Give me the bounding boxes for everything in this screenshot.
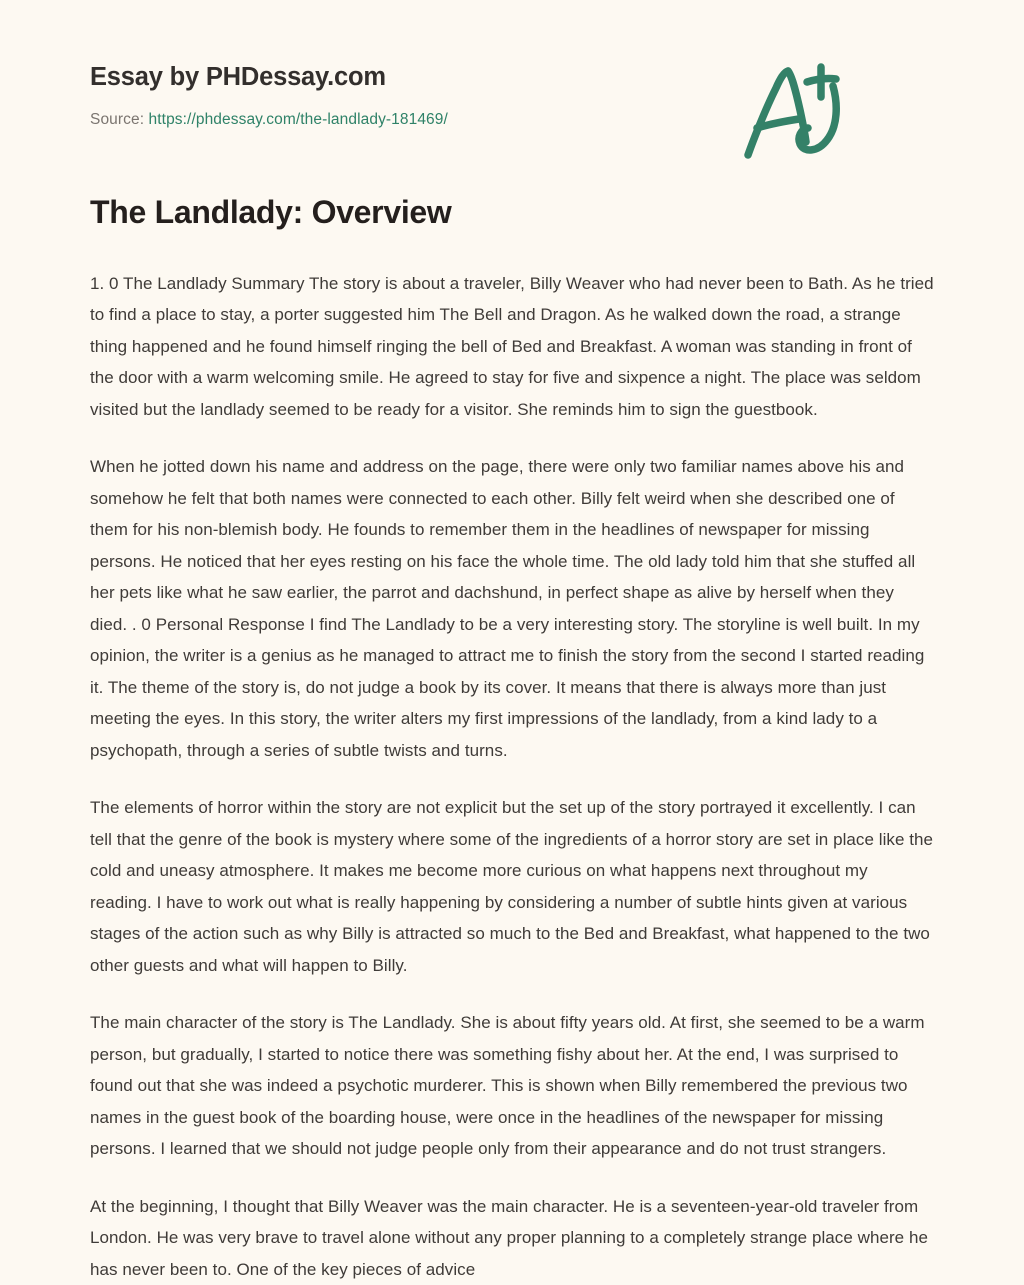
article-paragraph: 1. 0 The Landlady Summary The story is about a traveler, Billy Weaver who had never been to Bath. As he tried to find a place to stay, a porter suggested him The Bell and Dragon. As he walked down the road, a strange thing happened and he found himself ringing the bell of Bed and Breakfast. A woman was standing in front of the door with a warm welcoming smile. He agreed to stay for five and sixpence a night. The place was seldom visited but the landlady seemed to be ready for a visitor. She reminds him to sign the guestbook. (90, 273, 934, 419)
article-paragraph: At the beginning, I thought that Billy Weaver was the main character. He is a seventeen-year-old traveler from London. He was very brave to travel alone without any proper planning to a completely strange place where he has never been to. One of the key pieces of advice (90, 1196, 928, 1279)
article-paragraph: When he jotted down his name and address on the page, there were only two familiar names above his and somehow he felt that both names were connected to each other. Billy felt weird when she described one of them for his non-blemish body. He founds to remember them in the headlines of newspaper for missing persons. He noticed that her eyes resting on his face the whole time. The old lady told him that she stuffed all her pets like what he saw earlier, the parrot and dachshund, in perfect shape as alive by herself when they died. . 0 Personal Response I find The Landlady to be a very interesting story. The storyline is well built. In my opinion, the writer is a genius as he managed to attract me to finish the story from the second I started reading it. The theme of the story is, do not judge a book by its cover. It means that there is always more than just meeting the eyes. In this story, the writer alters my first impressions of the landlady, from a kind lady to a psychopath, through a series of subtle twists and turns. (90, 457, 925, 760)
source-url-link[interactable]: https://phdessay.com/the-landlady-181469/ (148, 110, 448, 128)
article (90, 192, 934, 1285)
article-paragraph: The main character of the story is The Landlady. She is about fifty years old. At first, she seemed to be a warm person, but gradually, I started to notice there was something fishy about her. At the end, I was surprised to found out that she was indeed a psychotic murderer. This is shown when Billy remembered the previous two names in the guest book of the boarding house, were once in the headlines of the newspaper for missing persons. I learned that we should not judge people only from their appearance and do not trust strangers. (90, 1013, 925, 1159)
article-body (90, 268, 934, 1285)
source-label: Source: (90, 110, 145, 128)
brand-title: Essay by PHDessay.com (90, 63, 386, 91)
article-paragraph: The elements of horror within the story are not explicit but the set up of the story portrayed it excellently. I can tell that the genre of the book is mystery where some of the ingredients of a horror story are set in place like the cold and uneasy atmosphere. It makes me become more curious on what happens next throughout my reading. I have to work out what is really happening by considering a number of subtle hints given at various stages of the action such as why Billy is attracted so much to the Bed and Breakfast, what happened to the two other guests and what will happen to Billy. (90, 798, 934, 975)
a-plus-logo-icon (732, 58, 852, 168)
page-title: The Landlady: Overview (90, 193, 452, 230)
a-plus-logo-glyph (732, 58, 852, 168)
page-header (90, 0, 934, 130)
